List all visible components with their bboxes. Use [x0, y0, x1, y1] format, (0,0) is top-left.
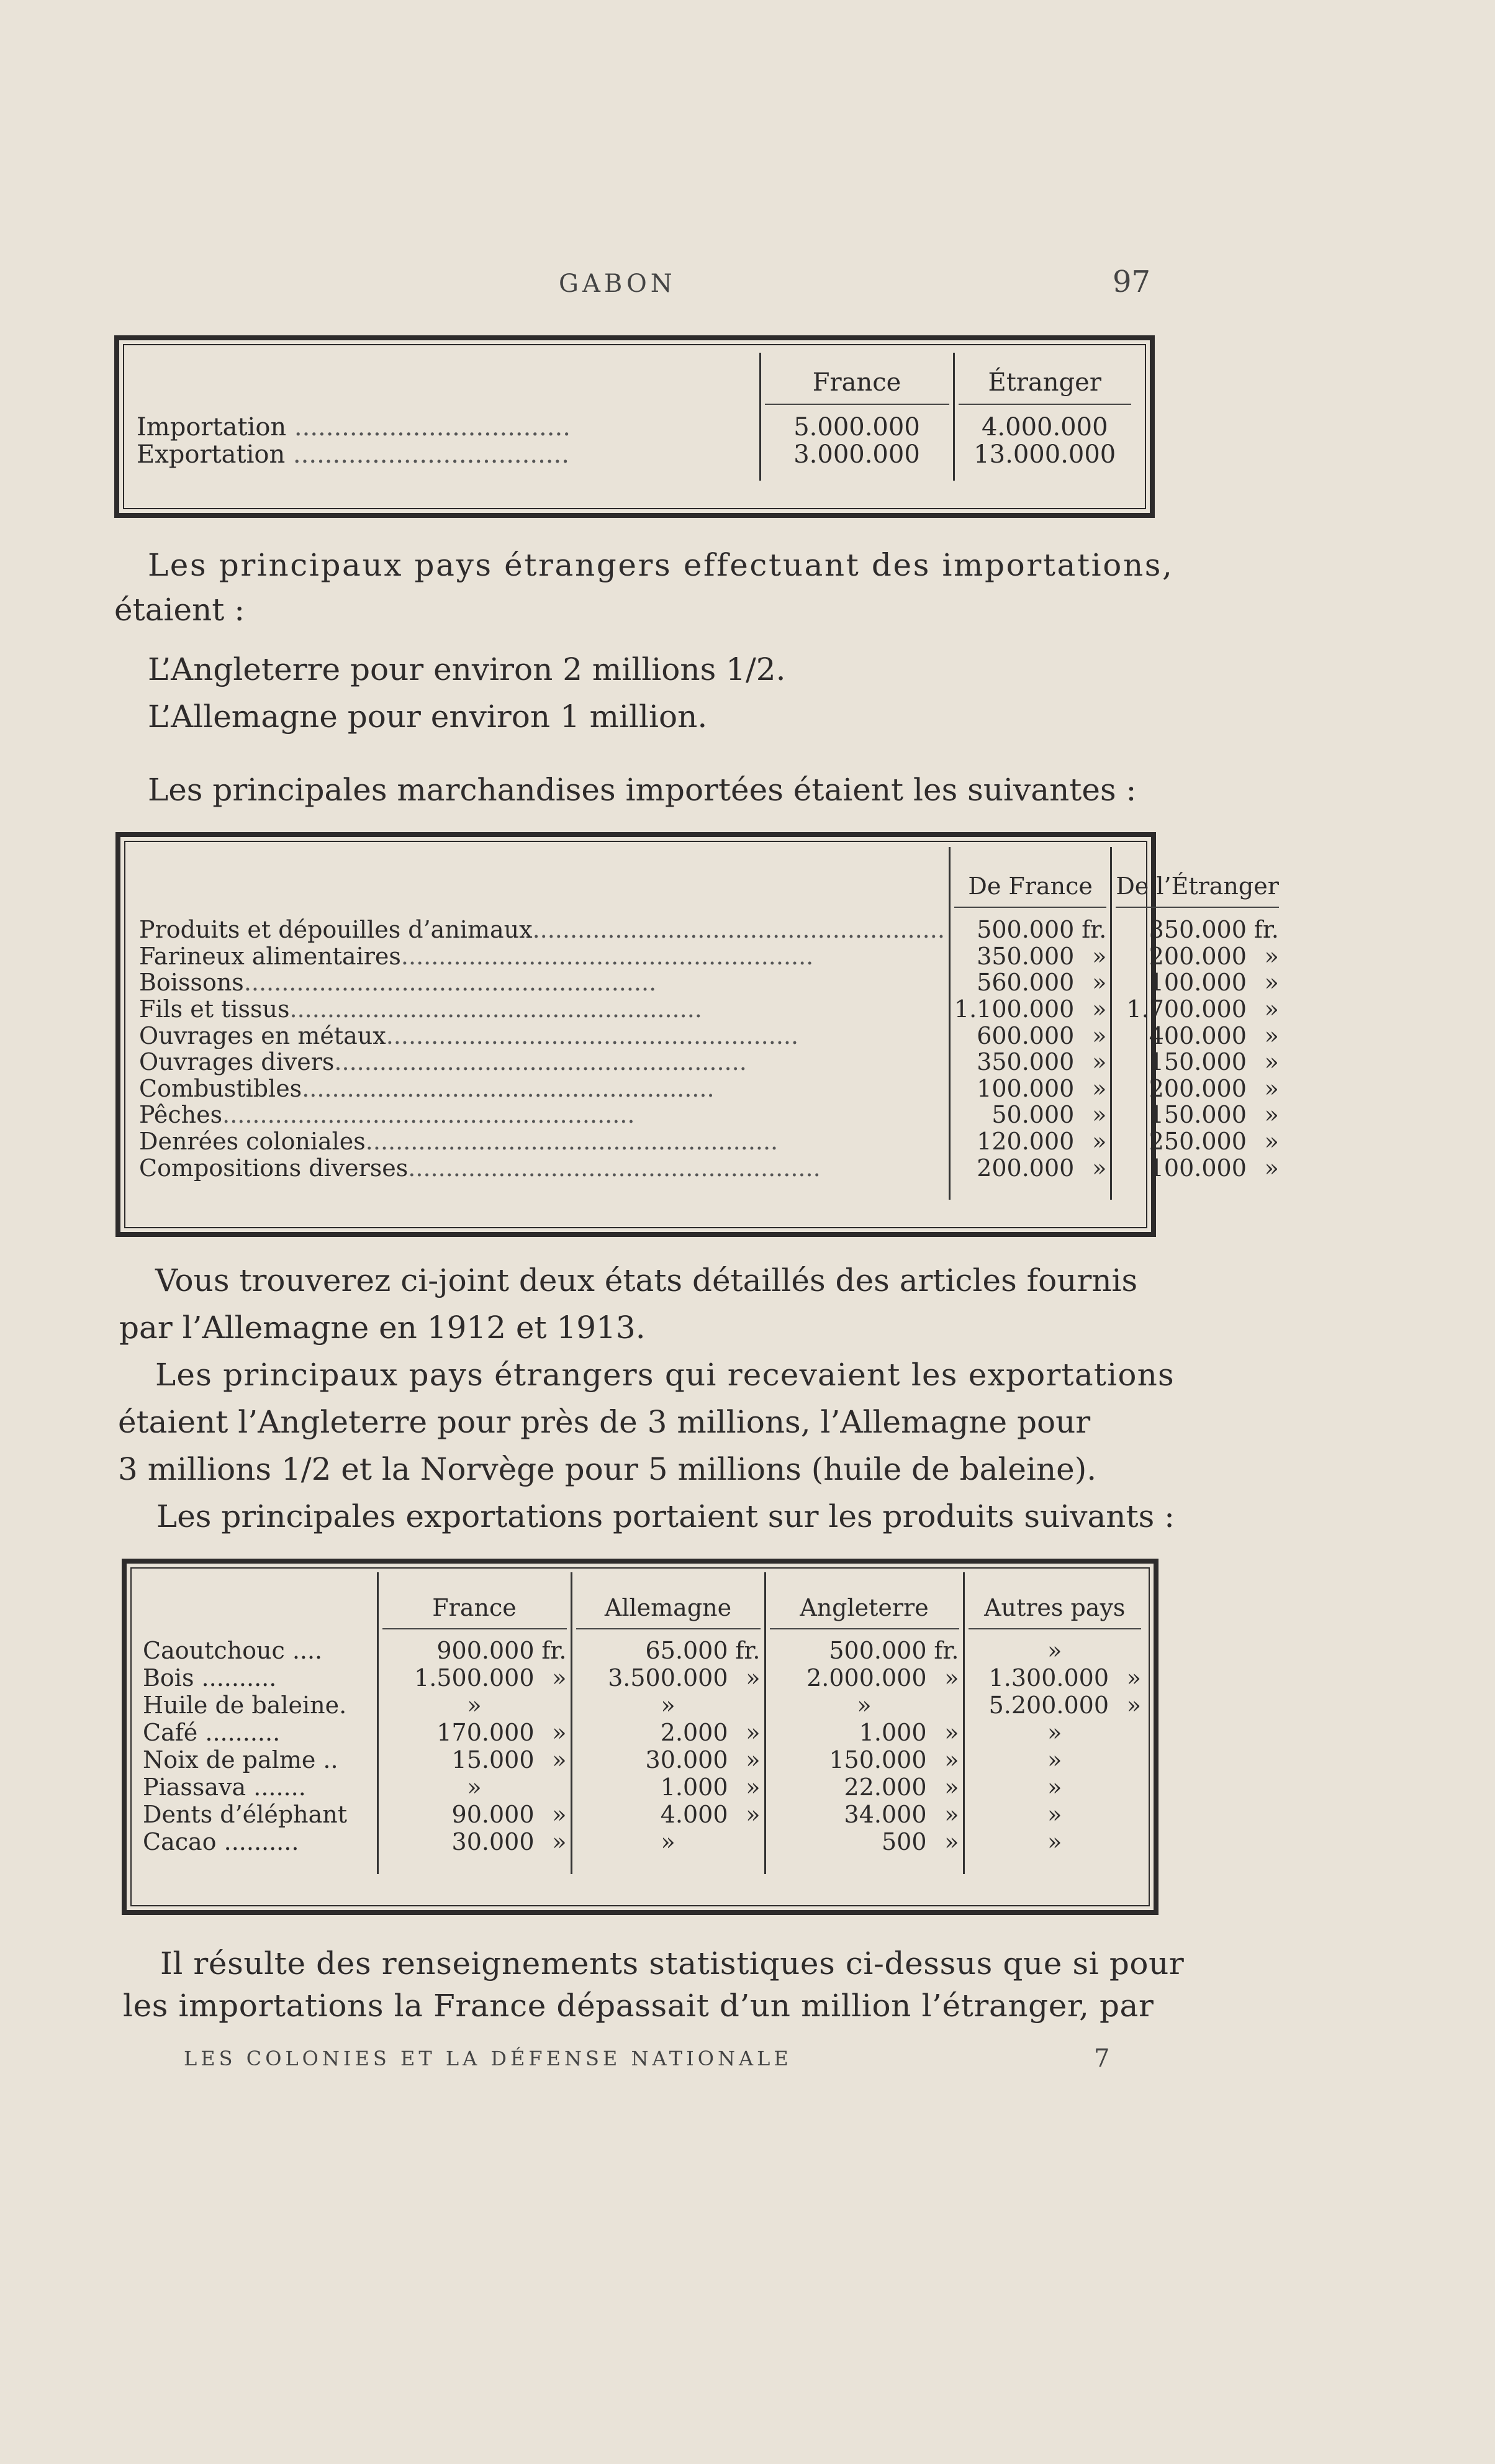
paragraph: Vous trouverez ci-joint deux états détaillés des articles fournis: [155, 1262, 1138, 1298]
cell-allemagne: 2.000 »: [571, 1719, 765, 1746]
row-label: Produits et dépouilles d’animaux: [139, 917, 533, 943]
table-row: Fils et tissus....................................................... 1.100.000 » 1.700.000 »: [135, 996, 1283, 1023]
table-row: Ouvrages en métaux....................................................... 600.000 » 400.000 »: [135, 1022, 1283, 1049]
table-row: [139, 1637, 1145, 1664]
table-row: Denrées coloniales....................................................... 120.000 » 250.000 »: [135, 1128, 1283, 1155]
paragraph: Les principaux pays étrangers qui recevaient les exportations: [155, 1357, 1175, 1393]
cell-de-france: 350.000 »: [949, 943, 1111, 970]
page-number: 97: [1113, 265, 1151, 299]
cell-france: »: [377, 1773, 571, 1801]
row-label: Farineux alimentaires: [139, 943, 401, 970]
table-row: Produits et dépouilles d’animaux....................................................... 500.000 fr. 350.000 fr.: [135, 917, 1283, 943]
col-header-de-l-etranger: De l’Étranger: [1116, 874, 1279, 908]
cell-etranger: 4.000.000: [954, 414, 1135, 441]
cell-de-l-etranger: 250.000 »: [1111, 1128, 1283, 1155]
cell-de-l-etranger: 400.000 »: [1111, 1022, 1283, 1049]
table-row: Farineux alimentaires....................................................... 350.000 » 200.000 »: [135, 943, 1283, 970]
cell-de-france: 100.000 »: [949, 1076, 1111, 1102]
paragraph: Les principales exportations portaient sur les produits suivants :: [156, 1498, 1175, 1534]
col-header-angleterre: Angleterre: [770, 1596, 959, 1629]
table-exports: [139, 1572, 1145, 1874]
row-label: Piassava .......: [143, 1773, 306, 1801]
paragraph: Les principales marchandises importées étaient les suivantes :: [148, 772, 1137, 808]
row-label: Cacao ..........: [143, 1828, 299, 1855]
running-header: GABON: [559, 270, 676, 298]
row-label: Ouvrages divers: [139, 1048, 335, 1076]
table-row: [139, 1828, 1145, 1855]
cell-allemagne: 4.000 »: [571, 1801, 765, 1828]
cell-angleterre: 34.000 »: [765, 1801, 964, 1828]
cell-de-france: 50.000 »: [949, 1102, 1111, 1128]
cell-angleterre: 500.000 fr.: [765, 1637, 964, 1664]
row-label: Importation: [137, 414, 287, 441]
cell-de-l-etranger: 100.000 »: [1111, 1154, 1283, 1181]
cell-de-l-etranger: 200.000 »: [1111, 943, 1283, 970]
row-label: Exportation: [137, 441, 286, 468]
cell-de-france: 500.000 fr.: [949, 917, 1111, 943]
cell-de-l-etranger: 100.000 »: [1111, 969, 1283, 996]
col-header-de-france: De France: [954, 874, 1106, 908]
cell-allemagne: 65.000 fr.: [571, 1637, 765, 1664]
paragraph: L’Angleterre pour environ 2 millions 1/2. L’Allemagne pour environ 1 million.: [148, 651, 786, 735]
row-label: Huile de baleine.: [143, 1692, 347, 1719]
table-row: [139, 1773, 1145, 1801]
cell-etranger: 13.000.000: [954, 441, 1135, 468]
cell-allemagne: 3.500.000 »: [571, 1664, 765, 1692]
cell-de-france: 350.000 »: [949, 1049, 1111, 1076]
cell-autres-pays: »: [964, 1773, 1145, 1801]
paragraph: Il résulte des renseignements statistiques ci-dessus que si pour: [160, 1945, 1185, 1982]
cell-de-l-etranger: 350.000 fr.: [1111, 917, 1283, 943]
cell-de-france: 600.000 »: [949, 1022, 1111, 1049]
cell-angleterre: »: [765, 1692, 964, 1719]
paragraph-cont: étaient l’Angleterre pour près de 3 millions, l’Allemagne pour 3 millions 1/2 et la Norvège pour 5 millions (huile de baleine).: [118, 1404, 1097, 1487]
cell-de-l-etranger: 150.000 »: [1111, 1102, 1283, 1128]
table-imports: [135, 847, 1283, 1200]
table-row: [139, 1692, 1145, 1719]
table-row: Ouvrages divers....................................................... 350.000 » 150.000 »: [135, 1049, 1283, 1076]
cell-france: 90.000 »: [377, 1801, 571, 1828]
cell-france: 900.000 fr.: [377, 1637, 571, 1664]
cell-de-france: 200.000 »: [949, 1154, 1111, 1181]
cell-autres-pays: 1.300.000 »: [964, 1664, 1145, 1692]
table-row: Pêches....................................................... 50.000 » 150.000 »: [135, 1102, 1283, 1128]
cell-france: 170.000 »: [377, 1719, 571, 1746]
paragraph-cont: étaient :: [114, 592, 245, 628]
cell-angleterre: 22.000 »: [765, 1773, 964, 1801]
cell-autres-pays: »: [964, 1746, 1145, 1773]
cell-de-l-etranger: 150.000 »: [1111, 1049, 1283, 1076]
cell-france: 1.500.000 »: [377, 1664, 571, 1692]
table-row: Importation ................................... 5.000.000 4.000.000: [133, 414, 1135, 441]
cell-de-france: 120.000 »: [949, 1128, 1111, 1155]
table-row: Exportation ................................... 3.000.000 13.000.000: [133, 441, 1135, 468]
table-row: [139, 1664, 1145, 1692]
cell-autres-pays: 5.200.000 »: [964, 1692, 1145, 1719]
row-label: Noix de palme ..: [143, 1746, 338, 1773]
cell-angleterre: 1.000 »: [765, 1719, 964, 1746]
row-label: Compositions diverses: [139, 1154, 409, 1181]
cell-de-l-etranger: 200.000 »: [1111, 1076, 1283, 1102]
cell-de-l-etranger: 1.700.000 »: [1111, 996, 1283, 1023]
paragraph-cont: les importations la France dépassait d’un million l’étranger, par: [123, 1988, 1154, 2024]
row-label: Ouvrages en métaux: [139, 1022, 386, 1049]
table-row: Combustibles....................................................... 100.000 » 200.000 »: [135, 1076, 1283, 1102]
cell-angleterre: 150.000 »: [765, 1746, 964, 1773]
row-label: Caoutchouc ....: [143, 1637, 323, 1664]
table-trade-summary: [133, 353, 1135, 481]
cell-autres-pays: »: [964, 1637, 1145, 1664]
row-label: Fils et tissus: [139, 995, 290, 1023]
row-label: Pêches: [139, 1102, 223, 1128]
col-header-etranger: Étranger: [959, 361, 1132, 405]
cell-allemagne: »: [571, 1692, 765, 1719]
paragraph-cont: par l’Allemagne en 1912 et 1913.: [119, 1310, 646, 1346]
cell-autres-pays: »: [964, 1828, 1145, 1855]
cell-france: 30.000 »: [377, 1828, 571, 1855]
paragraph: Les principaux pays étrangers effectuant des importations,: [148, 547, 1174, 583]
running-footer: LES COLONIES ET LA DÉFENSE NATIONALE: [184, 2047, 792, 2070]
row-label: Café ..........: [143, 1719, 281, 1746]
table-row: [139, 1801, 1145, 1828]
table-row: Compositions diverses....................................................... 200.000 » 100.000 »: [135, 1154, 1283, 1181]
row-label: Bois ..........: [143, 1664, 277, 1692]
table-row: [139, 1719, 1145, 1746]
col-header-allemagne: Allemagne: [576, 1596, 761, 1629]
row-label: Boissons: [139, 969, 244, 996]
row-label: Combustibles: [139, 1075, 302, 1102]
cell-france: »: [377, 1692, 571, 1719]
row-label: Dents d’éléphant: [143, 1801, 348, 1828]
col-header-france: France: [382, 1596, 567, 1629]
cell-allemagne: »: [571, 1828, 765, 1855]
cell-france: 15.000 »: [377, 1746, 571, 1773]
row-label: Denrées coloniales: [139, 1128, 366, 1155]
cell-allemagne: 30.000 »: [571, 1746, 765, 1773]
cell-allemagne: 1.000 »: [571, 1773, 765, 1801]
table-row: Boissons....................................................... 560.000 » 100.000 »: [135, 969, 1283, 996]
cell-france: 3.000.000: [760, 441, 954, 468]
cell-de-france: 1.100.000 »: [949, 996, 1111, 1023]
cell-france: 5.000.000: [760, 414, 954, 441]
cell-de-france: 560.000 »: [949, 969, 1111, 996]
cell-angleterre: 500 »: [765, 1828, 964, 1855]
table-row: [139, 1746, 1145, 1773]
cell-autres-pays: »: [964, 1801, 1145, 1828]
cell-angleterre: 2.000.000 »: [765, 1664, 964, 1692]
col-header-autres-pays: Autres pays: [969, 1596, 1142, 1629]
cell-autres-pays: »: [964, 1719, 1145, 1746]
col-header-france: France: [765, 361, 949, 405]
signature-mark: 7: [1094, 2044, 1110, 2073]
